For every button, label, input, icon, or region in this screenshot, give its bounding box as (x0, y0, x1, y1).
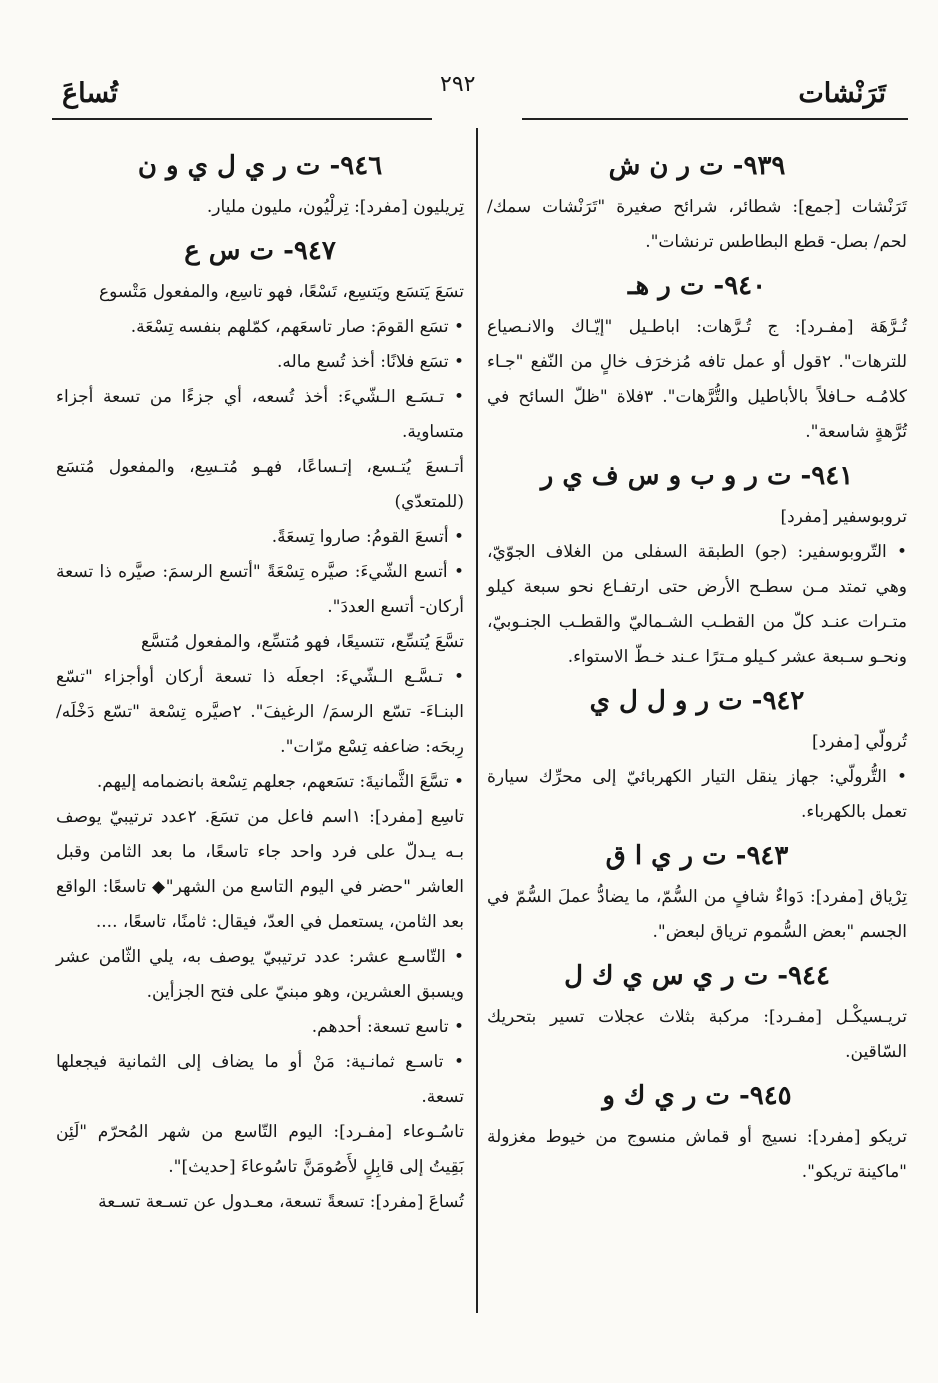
definition: • تسَع فلانًا: أخذ تُسع ماله. (277, 352, 464, 372)
definition: • التُّرولّي: جهاز ينقل التيار الكهربائيّ إلى محرِّك سيارة تعمل بالكهرباء. (487, 767, 907, 822)
definition: أتـسعَ يُتـسع، إتـساعًا، فهـو مُتـسِع، والمفعول مُتسَع (للمتعدّي) (56, 457, 464, 512)
entry-heading: ٩٤٥- ت ر ي ك و (602, 1081, 792, 1111)
definition: تريـسيكْـل [مفـرد]: مركبة بثلاث عجلات تسير بتحريك السّاقين. (487, 1007, 907, 1062)
entry-947 (56, 231, 464, 1220)
entry-946 (56, 146, 464, 225)
entry-939 (487, 146, 907, 260)
definition: تاسِع [مفرد]: ١اسم فاعل من تسَعَ. ٢عدد ترتيبيّ يوصف بـه يـدلّ على فرد واحد جاء تاسعًا، ما بعد الثامن وقبل العاشر "حضر في اليوم التاسع من الشهر"◆ تاسعًا: الواقع بعد الثامن، يستعمل في العدّ، فيقال: ثامنًا، تاسعًا، .... (56, 807, 464, 932)
entry-heading: ٩٤٤- ت ر ي س ي ك ل (564, 961, 830, 991)
entry-945 (487, 1076, 907, 1190)
definition: • أتسع الشّيءَ: صيَّره تِسْعَةً "أتسع الرسمَ: صيَّره ذا تسعة أركان- أتسع العددَ". (56, 562, 464, 617)
definition: تريكو [مفرد]: نسيج أو قماش منسوج من خيوط مغزولة "ماكينة تريكو". (487, 1127, 907, 1182)
definition: تَرَنْشات [جمع]: شطائر، شرائح صغيرة "تَرَنْشات سمك/ لحم/ بصل- قطع البطاطس ترنشات". (487, 197, 907, 252)
definition: • تـسَّـع الـشّيءَ: اجعلَه ذا تسعة أركان أوأجزاء "تسّع البنـاءَ- تسّع الرسمَ/ الرغيفَ". ٢صيَّره تِسْعة "تسّع دَخْلَه/ رِبحَه: ضاعفه تِسْع مرّات". (56, 667, 465, 757)
headword: تروبوسفير [مفرد] (780, 507, 907, 527)
page-number: ٢٩٢ (440, 72, 476, 97)
running-head-left: تُساعَ (62, 78, 118, 109)
definition: • تسَّعَ الثَّمانيةَ: تسَعهم، جعلهم تِسْعة بانضمامه إليهم. (96, 772, 464, 792)
definition: • تسَع القومَ: صار تاسعَهم، كمّلهم بنفسه تِسْعَة. (130, 317, 464, 337)
entry-943 (487, 836, 907, 950)
definition: تِريليون [مفرد]: تِرلْيُون، مليون مليار. (206, 197, 464, 217)
definition: • تاسـع ثمانـية: مَنْ أو ما يضاف إلى الثمانية فيجعلها تسعة. (56, 1052, 464, 1107)
definition: • تـسَـع الـشّيءَ: أخذ تُسعه، أي جزءًا من تسعة أجزاء متساوية. (56, 387, 464, 442)
entry-heading: ٩٤٣- ت ر ي ا ق (605, 841, 789, 871)
entry-heading: ٩٤٢- ت ر و ل ل ي (589, 686, 805, 716)
definition: تِرْياق [مفرد]: دَواءٌ شافٍ من السُّمّ، ما يضادُّ عملَ السُّمّ في الجسم "بعض السُّموم ترياق لبعض". (487, 887, 907, 942)
entry-heading: ٩٣٩- ت ر ن ش (608, 151, 786, 181)
header-rule-left (52, 118, 432, 120)
running-head-right: تَرَنْشات (798, 78, 886, 109)
right-column (487, 140, 907, 1190)
headword: تُرولّي [مفرد] (812, 732, 907, 752)
entry-heading: ٩٤٠- ت ر هـ (627, 271, 767, 301)
definition: • أتسعَ القومُ: صاروا تِسعَةً. (271, 527, 464, 547)
entry-940 (487, 266, 907, 450)
header-rule-right (522, 118, 908, 120)
left-column (56, 140, 464, 1220)
definition: تسَعَ يَتسَع ويَتسِع، تَسْعًا، فهو تاسِع، والمفعول مَتْسوع (98, 282, 464, 302)
entry-heading: ٩٤١- ت ر و ب و س ف ي ر (540, 461, 854, 491)
entry-941 (487, 456, 907, 675)
column-divider (476, 128, 478, 1313)
definition: • التّروبوسفير: (جو) الطبقة السفلى من الغلاف الجوّيّ، وهي تمتد مـن سطـح الأرض حتى ارتفـاع نحو سبعة كيلو متـرات عنـد كلّ من القطـب الشـماليّ والقطـب الجنـوبيّ، ونحـو سـبعة عشر كـيلو مـترًا عـند خـطّ الاستواء. (487, 542, 907, 667)
definition: • التّاسـع عشر: عدد ترتيبيّ يوصف به، يلي الثّامن عشر ويسبق العشرين، وهو مبنيّ على فتح الجزأين. (56, 947, 464, 1002)
entry-heading: ٩٤٧- ت س ع (184, 236, 336, 266)
definition: تاسُـوعاء [مفـرد]: اليوم التّاسع من شهر المُحرّم "لَئِن بَقِيتُ إلى قابِلٍ لأَصُومَنَّ تاسُوعاءَ [حديث]". (56, 1122, 464, 1177)
entry-942 (487, 681, 907, 830)
definition: تسَّعَ يُتسِّع، تتسيعًا، فهو مُتسِّع، والمفعول مُتسَّع (141, 632, 464, 652)
definition: تُـرَّهَة [مفـرد]: ج تُـرَّهات: اباطـيل "إيّـاك والانـصياع للترهات". ٢قول أو عمل تافه مُزخرَف خالٍ من النّفع "جـاء كلامُـه حـافلاً بالأباطيل والتُّرَّهات". ٣فلاة "ظلّ السائح في تُرَّهةٍ شاسعة". (487, 317, 908, 442)
entry-heading: ٩٤٦- ت ر ي ل ي و ن (137, 151, 383, 181)
definition: • تاسع تسعة: أحدهم. (311, 1017, 464, 1037)
entry-944 (487, 956, 907, 1070)
definition: تُساعَ [مفرد]: تسعةً تسعة، معـدول عن تسـعة تسـعة (98, 1192, 464, 1212)
